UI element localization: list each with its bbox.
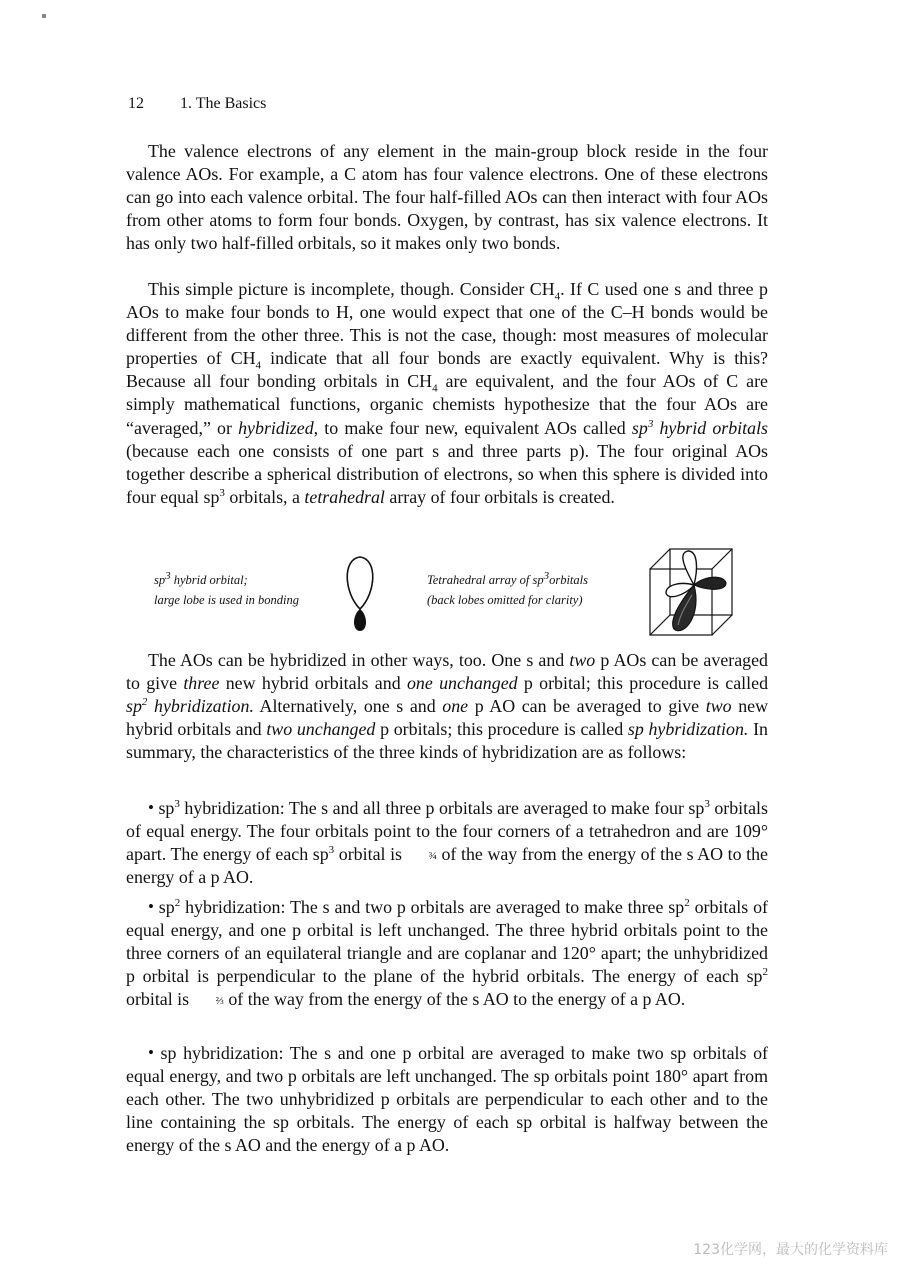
running-head <box>128 94 266 114</box>
paragraph-other-hybridizations: The AOs can be hybridized in other ways, too. One s and two p AOs can be averaged to give three new hybrid orbitals and one unchanged p orbital; this procedure is called $sp^2$ hybridization. Alternatively, one s and one p AO can be averaged to give two new hybrid orbitals and two unchanged p orbitals; this procedure is called sp hybridization. In summary, the characteristics of the three kinds of hybridization are as follows: <box>126 650 769 763</box>
sp3-orbital-drawing <box>340 551 380 635</box>
tetrahedral-array-drawing <box>644 545 740 645</box>
orbital-figure <box>130 545 770 645</box>
paragraph-text: The valence electrons of any element in the main-group block reside in the four valence AOs. For example, a C atom has four valence electrons. One of these electrons can go into each valence orbital. The four half-filled AOs can then interact with four AOs from other atoms to form four bonds. Oxygen, by contrast, has six valence electrons. It has only two half-filled orbitals, so it makes only two bonds. <box>126 141 768 254</box>
term-hybridized: hybridized <box>238 417 314 438</box>
site-watermark: 123化学网，最大的化学资料库 <box>693 1242 888 1258</box>
caption-sp3-orbital: $sp^3$ hybrid orbital; large lobe is used in bonding <box>154 569 300 607</box>
term-sp-hybridization: sp hybridization. <box>627 719 749 740</box>
bullet-icon: • <box>148 897 154 916</box>
paragraph-valence <box>126 140 768 255</box>
term-sp3-hybrid-orbitals: $sp^3$ hybrid orbitals <box>631 417 769 438</box>
bullet-sp: • sp hybridization: The s and one p orbital are averaged to make two sp orbitals of equal energy, and two p orbitals are left unchanged. The sp orbitals point 180° apart from each other. The two unhybridized p orbitals are perpendicular to each other and to the line containing the sp orbitals. The energy of each sp orbital is halfway between the energy of the s AO and the energy of a p AO. <box>126 1043 768 1156</box>
term-tetrahedral: tetrahedral <box>304 486 385 507</box>
bullet-sp2: • $sp^2$ hybridization: The s and two p orbitals are averaged to make three $sp^2$ orbitals of equal energy, and one p orbital is left unchanged. The three hybrid orbitals point to the three corners of an equilateral triangle and are coplanar and 120° apart; the unhybridized p orbital is perpendicular to the plane of the hybrid orbitals. The energy of each $sp^2$ orbital is ⅔ of the way from the energy of the s AO to the energy of a p AO. <box>126 897 769 1010</box>
paragraph-hybridization: This simple picture is incomplete, though. Consider $CH_4$. If C used one s and three p AOs to make four bonds to H, one would expect that one of the C–H bonds would be different from the other three. This is not the case, though: most measures of molecular properties of $CH_4$ indicate that all four bonds are exactly equivalent. Why is this? Because all four bonding orbitals in $CH_4$ are equivalent, and the four AOs of C are simply mathematical functions, organic chemists hypothesize that the four AOs are “averaged,” or hybridized, to make four new, equivalent AOs called $sp^3$ hybrid orbitals (because each one consists of one part s and three parts p). The four original AOs together describe a spherical distribution of electrons, so when this sphere is divided into four equal $sp^3$ orbitals, a tetrahedral array of four orbitals is created. <box>126 279 769 507</box>
scan-mark <box>42 14 46 18</box>
term-sp2-hybridization: $sp^2$ hybridization. <box>126 696 254 717</box>
chapter-title: 1. The Basics <box>180 95 267 112</box>
caption-tetrahedral-array: Tetrahedral array of $sp^3orbitals$ (back lobes omitted for clarity) <box>427 569 588 607</box>
page-number: 12 <box>128 95 144 112</box>
bullet-icon: • <box>148 798 154 817</box>
bullet-sp3: • $sp^3$ hybridization: The s and all three p orbitals are averaged to make four $sp^3$ orbitals of equal energy. The four orbitals point to the four corners of a tetrahedron and are 109° apart. The energy of each $sp^3$ orbital is ¾ of the way from the energy of the s AO to the energy of a p AO. <box>126 798 769 888</box>
bullet-icon: • <box>148 1043 154 1062</box>
